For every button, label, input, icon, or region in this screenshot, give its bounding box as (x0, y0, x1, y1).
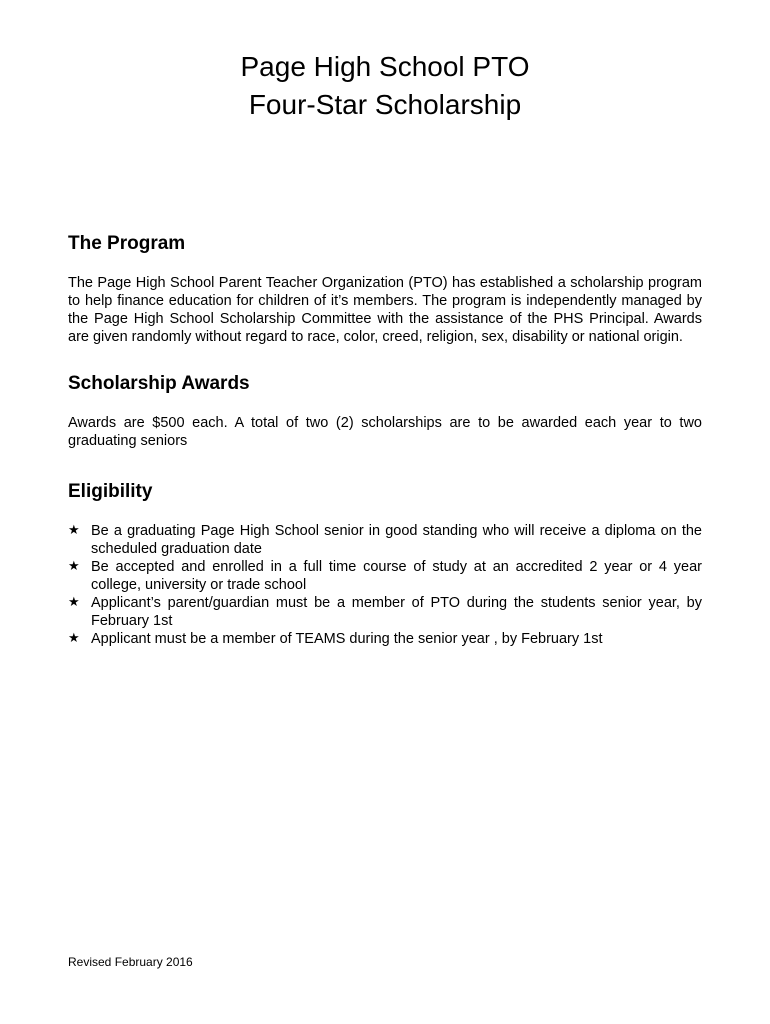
eligibility-item-text: Be a graduating Page High School senior in good standing who will receive a diploma on the scheduled graduation date (91, 523, 702, 557)
revision-note: Revised February 2016 (68, 955, 193, 969)
program-section (68, 230, 702, 346)
title-line-1: Page High School PTO (240, 51, 530, 82)
eligibility-item-text: Be accepted and enrolled in a full time course of study at an accredited 2 year or 4 year college, university or trade school (91, 559, 702, 593)
eligibility-list (68, 522, 702, 648)
awards-paragraph: Awards are $500 each. A total of two (2) scholarships are to be awarded each year to two graduating seniors (68, 415, 702, 449)
eligibility-item (68, 558, 702, 594)
star-icon: ★ (68, 631, 80, 646)
star-icon: ★ (68, 595, 80, 610)
eligibility-item-text: Applicant’s parent/guardian must be a member of PTO during the students senior year, by February 1st (91, 595, 702, 629)
document-title (0, 48, 770, 124)
awards-heading: Scholarship Awards (68, 373, 250, 394)
awards-section (68, 370, 702, 450)
document-body (68, 230, 702, 648)
eligibility-item (68, 630, 702, 648)
program-heading: The Program (68, 233, 186, 254)
program-paragraph: The Page High School Parent Teacher Organization (PTO) has established a scholarship program to help finance education for children of it’s members. The program is independently managed by the Page High School Scholarship Committee with the assistance of the PHS Principal. Awards are given randomly without regard to race, color, creed, religion, sex, disability or national origin. (68, 275, 702, 345)
eligibility-item (68, 594, 702, 630)
eligibility-section (68, 478, 702, 648)
star-icon: ★ (68, 559, 80, 574)
title-line-2: Four-Star Scholarship (248, 89, 522, 120)
star-icon: ★ (68, 523, 80, 538)
eligibility-item (68, 522, 702, 558)
eligibility-item-text: Applicant must be a member of TEAMS during the senior year , by February 1st (91, 631, 603, 647)
eligibility-heading: Eligibility (68, 481, 153, 502)
